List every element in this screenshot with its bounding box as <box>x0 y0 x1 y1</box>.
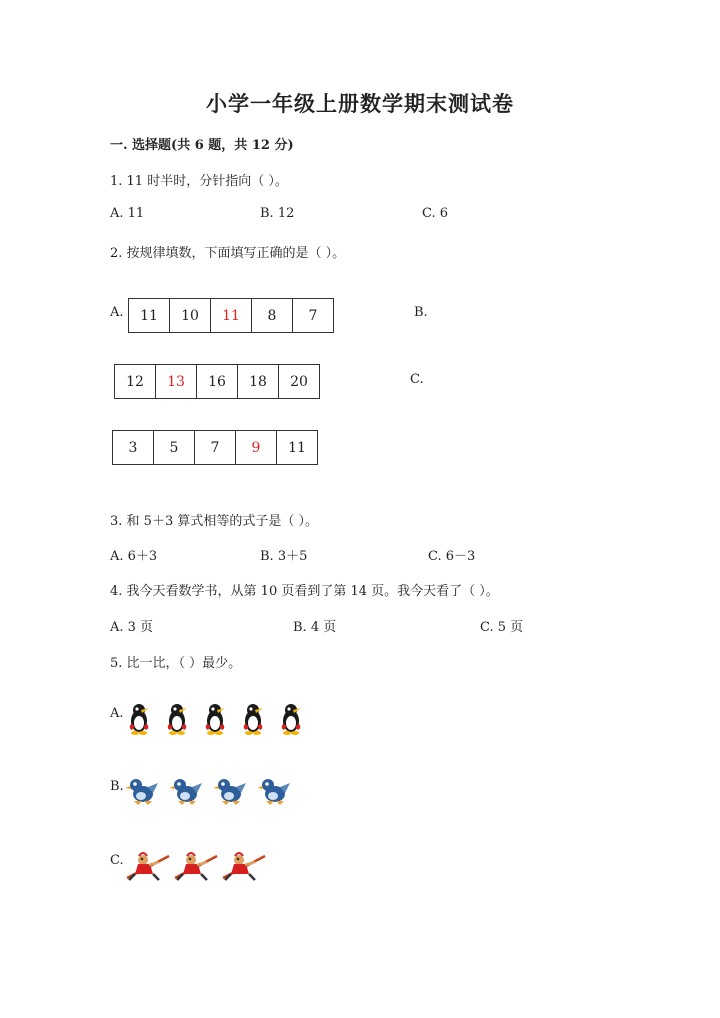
sequence-cell: 7 <box>308 307 318 324</box>
question-1-option-a[interactable]: A. 11 <box>110 206 145 221</box>
sequence-cell: 10 <box>170 299 211 332</box>
question-5-option-b-label[interactable]: B. <box>110 779 124 794</box>
question-3-text: 3. 和 5＋3 算式相等的式子是（ ）。 <box>110 514 318 529</box>
number-sequence-c <box>112 430 318 465</box>
question-5-option-c-label[interactable]: C. <box>110 853 124 868</box>
question-5-text: 5. 比一比，（ ）最少。 <box>110 656 242 671</box>
sequence-cell: 18 <box>238 365 279 398</box>
question-1-option-b[interactable]: B. 12 <box>260 206 295 221</box>
question-4-option-c[interactable]: C. 5 页 <box>480 620 524 635</box>
number-sequence-a <box>128 298 334 333</box>
question-4-text: 4. 我今天看数学书，从第 10 页看到了第 14 页。我今天看了（ ）。 <box>110 584 499 599</box>
page-title: 小学一年级上册数学期末测试卷 <box>206 91 514 116</box>
penguin-icon <box>277 702 305 736</box>
sequence-cell: 3 <box>113 431 154 464</box>
sequence-cell: 11 <box>211 299 252 332</box>
sequence-cell: 8 <box>252 299 293 332</box>
sequence-cell: 11 <box>129 299 170 332</box>
sequence-cell: 12 <box>115 365 156 398</box>
penguin-icon <box>201 702 229 736</box>
question-3-option-b[interactable]: B. 3＋5 <box>260 549 308 564</box>
sequence-cell: 16 <box>197 365 238 398</box>
sequence-cell: 9 <box>236 431 277 464</box>
question-2-text: 2. 按规律填数，下面填写正确的是（ ）。 <box>110 246 346 261</box>
number-sequence-b <box>114 364 320 399</box>
sequence-cell: 20 <box>290 373 308 390</box>
question-4-option-a[interactable]: A. 3 页 <box>110 620 154 635</box>
question-4-option-b[interactable]: B. 4 页 <box>293 620 337 635</box>
monkey-king-icon <box>221 850 267 882</box>
bird-group <box>126 775 292 807</box>
bird-icon <box>214 775 248 807</box>
sequence-cell: 11 <box>288 439 306 456</box>
question-2-option-b-label[interactable]: B. <box>414 305 428 320</box>
question-5-option-a-label[interactable]: A. <box>110 706 124 721</box>
bird-icon <box>126 775 160 807</box>
question-2-option-a-label[interactable]: A. <box>110 305 124 320</box>
monkey-king-icon <box>125 850 171 882</box>
question-2-option-c-label[interactable]: C. <box>410 372 424 387</box>
monkey-king-icon <box>173 850 219 882</box>
sequence-cell: 5 <box>154 431 195 464</box>
bird-icon <box>170 775 204 807</box>
penguin-icon <box>163 702 191 736</box>
penguin-group <box>125 702 305 736</box>
question-3-option-c[interactable]: C. 6－3 <box>428 549 476 564</box>
sequence-cell: 13 <box>156 365 197 398</box>
question-1-text: 1. 11 时半时，分针指向（ ）。 <box>110 174 288 189</box>
penguin-icon <box>239 702 267 736</box>
question-1-option-c[interactable]: C. 6 <box>422 206 449 221</box>
penguin-icon <box>125 702 153 736</box>
section-heading: 一. 选择题(共 6 题，共 12 分) <box>110 138 294 153</box>
question-3-option-a[interactable]: A. 6＋3 <box>110 549 158 564</box>
bird-icon <box>258 775 292 807</box>
monkey-king-group <box>125 850 267 882</box>
sequence-cell: 7 <box>195 431 236 464</box>
